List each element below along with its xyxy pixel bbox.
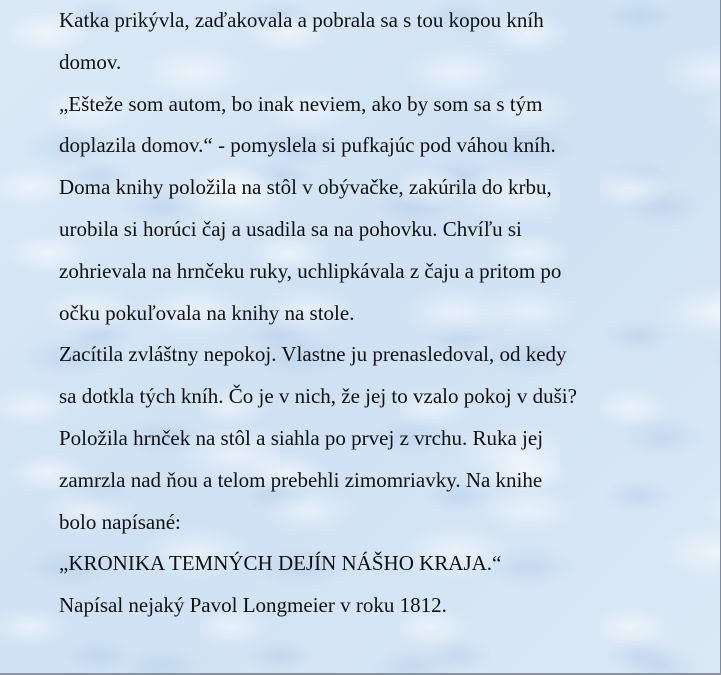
text-line: zamrzla nad ňou a telom prebehli zimomriavky. Na knihe	[59, 467, 543, 492]
text-line: „Ešteže som autom, bo inak neviem, ako by som sa s tým	[59, 91, 543, 116]
text-line: Napísal nejaký Pavol Longmeier v roku 1812.	[59, 593, 447, 618]
text-line: Zacítila zvláštny nepokoj. Vlastne ju prenasledoval, od kedy	[59, 342, 567, 367]
text-line: domov.	[59, 49, 122, 74]
text-line: urobila si horúci čaj a usadila sa na pohovku. Chvíľu si	[59, 216, 522, 241]
text-line: doplazila domov.“ - pomyslela si pufkajúc pod váhou kníh.	[59, 133, 556, 158]
text-line: očku pokuľovala na knihy na stole.	[59, 300, 355, 325]
text-line: sa dotkla tých kníh. Čo je v nich, že jej to vzalo pokoj v duši?	[59, 384, 577, 409]
text-line: Položila hrnček na stôl a siahla po prvej z vrchu. Ruka jej	[59, 425, 544, 450]
story-text	[59, 0, 699, 627]
text-line: „KRONIKA TEMNÝCH DEJÍN NÁŠHO KRAJA.“	[59, 551, 502, 576]
text-line: zohrievala na hrnčeku ruky, uchlipkávala z čaju a pritom po	[59, 258, 562, 283]
text-line: bolo napísané:	[59, 509, 181, 534]
text-line: Doma knihy položila na stôl v obývačke, zakúrila do krbu,	[59, 175, 552, 200]
text-line: Katka prikývla, zaďakovala a pobrala sa s tou kopou kníh	[59, 8, 544, 32]
